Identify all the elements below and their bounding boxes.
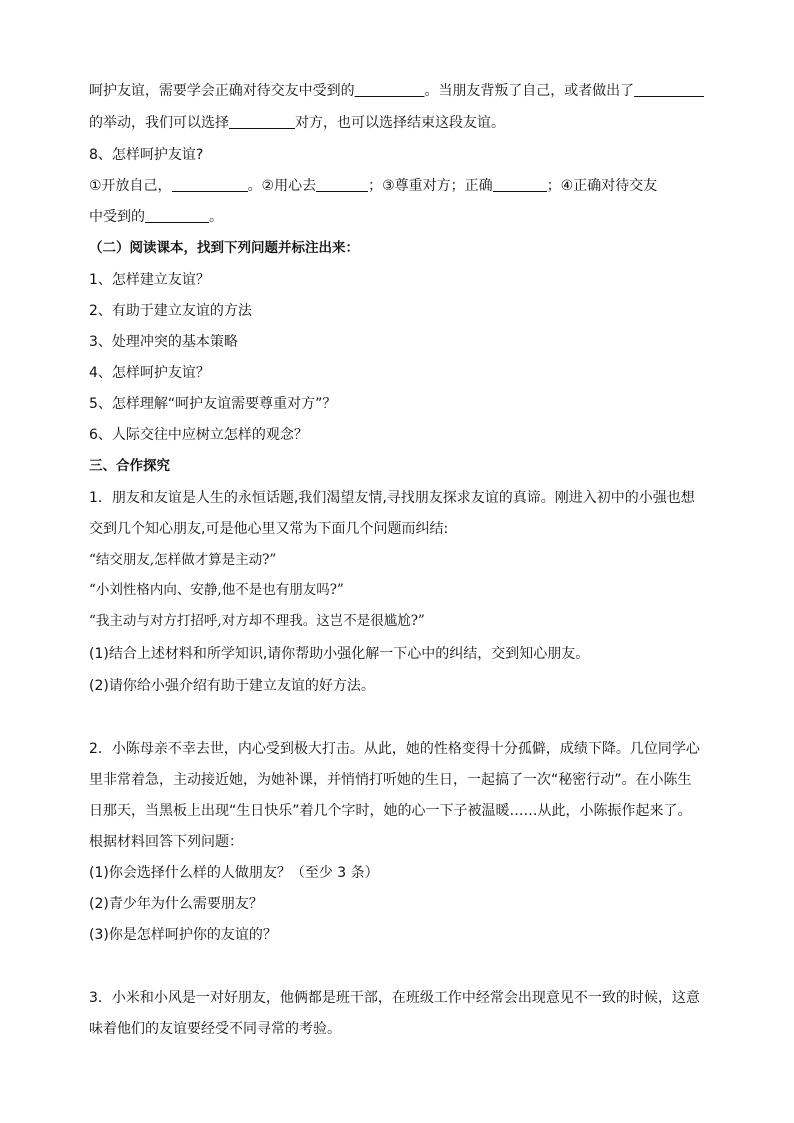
fill-blank[interactable] <box>229 113 295 129</box>
list-item: 6、人际交往中应树立怎样的观念？ <box>89 427 308 443</box>
fill-blank[interactable] <box>493 176 547 192</box>
section-heading: （二）阅读课本，找到下列问题并标注出来： <box>89 240 359 256</box>
text-fragment: 。②用心去 <box>247 178 317 194</box>
paragraph-line: 味着他们的友谊要经受不同寻常的考验。 <box>89 1021 341 1037</box>
quote-line: “小刘性格内向、安静,他不是也有朋友吗?” <box>89 582 344 598</box>
fill-blank[interactable] <box>355 81 425 97</box>
paragraph-line: 里非常着急，主动接近她，为她补课，并悄悄打听她的生日，一起搞了一次“秘密行动”。在小陈生 <box>89 772 692 788</box>
sub-question: (3)你是怎样呵护你的友谊的？ <box>89 927 277 943</box>
text-fragment: ；③尊重对方；正确 <box>368 178 493 194</box>
text-line <box>89 81 704 101</box>
quote-line: “我主动与对方打招呼,对方却不理我。这岂不是很尴尬?” <box>89 613 425 629</box>
list-item: 2、有助于建立友谊的方法 <box>89 303 252 319</box>
fill-blank[interactable] <box>145 207 209 223</box>
text-fragment: 对方，也可以选择结束这段友谊。 <box>295 115 505 131</box>
text-fragment: 。 <box>209 209 223 225</box>
sub-question: (1)结合上述材料和所学知识,请你帮助小强化解一下心中的纠结，交到知心朋友。 <box>89 646 590 662</box>
section-heading: 三、合作探究 <box>89 458 170 474</box>
text-fragment: 。当朋友背叛了自己，或者做出了 <box>424 83 635 99</box>
paragraph-line: 日那天，当黑板上出现“生日快乐”着几个字时，她的心一下子被温暖……从此，小陈振作起来了。 <box>89 803 692 819</box>
text-fragment: 呵护友谊，需要学会正确对待交友中受到的 <box>89 83 355 99</box>
sub-question: (1)你会选择什么样的人做朋友？（至少 3 条） <box>89 865 379 881</box>
text-line <box>89 113 505 133</box>
text-fragment: 中受到的 <box>89 209 145 225</box>
text-fragment: ①开放自己， <box>89 178 172 194</box>
list-item: 4、怎样呵护友谊？ <box>89 365 210 381</box>
paragraph-line: 3．小米和小风是一对好朋友，他俩都是班干部，在班级工作中经常会出现意见不一致的时候，这意 <box>89 990 700 1006</box>
list-item: 5、怎样理解“呵护友谊需要尊重对方”？ <box>89 396 337 412</box>
paragraph-line: 交到几个知心朋友,可是他心里又常为下面几个问题而纠结: <box>89 521 449 537</box>
question-title: 8、怎样呵护友谊? <box>89 147 204 163</box>
paragraph-line: 2．小陈母亲不幸去世，内心受到极大打击。从此，她的性格变得十分孤僻，成绩下降。几位同学心 <box>89 741 700 757</box>
text-fragment: 的举动，我们可以选择 <box>89 115 229 131</box>
sub-question: (2)青少年为什么需要朋友？ <box>89 896 263 912</box>
fill-blank[interactable] <box>172 176 248 192</box>
quote-line: “结交朋友,怎样做才算是主动?” <box>89 552 277 568</box>
paragraph-line: 根据材料回答下列问题： <box>89 834 243 850</box>
text-line <box>89 176 657 196</box>
list-item: 1、怎样建立友谊？ <box>89 272 210 288</box>
fill-blank[interactable] <box>316 176 368 192</box>
paragraph-line: 1．朋友和友谊是人生的永恒话题,我们渴望友情,寻找朋友探求友谊的真谛。刚进入初中的小强也想 <box>89 490 695 506</box>
fill-blank[interactable] <box>634 81 704 97</box>
list-item: 3、处理冲突的基本策略 <box>89 334 238 350</box>
sub-question: (2)请你给小强介绍有助于建立友谊的好方法。 <box>89 678 375 694</box>
text-line <box>89 207 223 227</box>
text-fragment: ；④正确对待交友 <box>546 178 658 194</box>
